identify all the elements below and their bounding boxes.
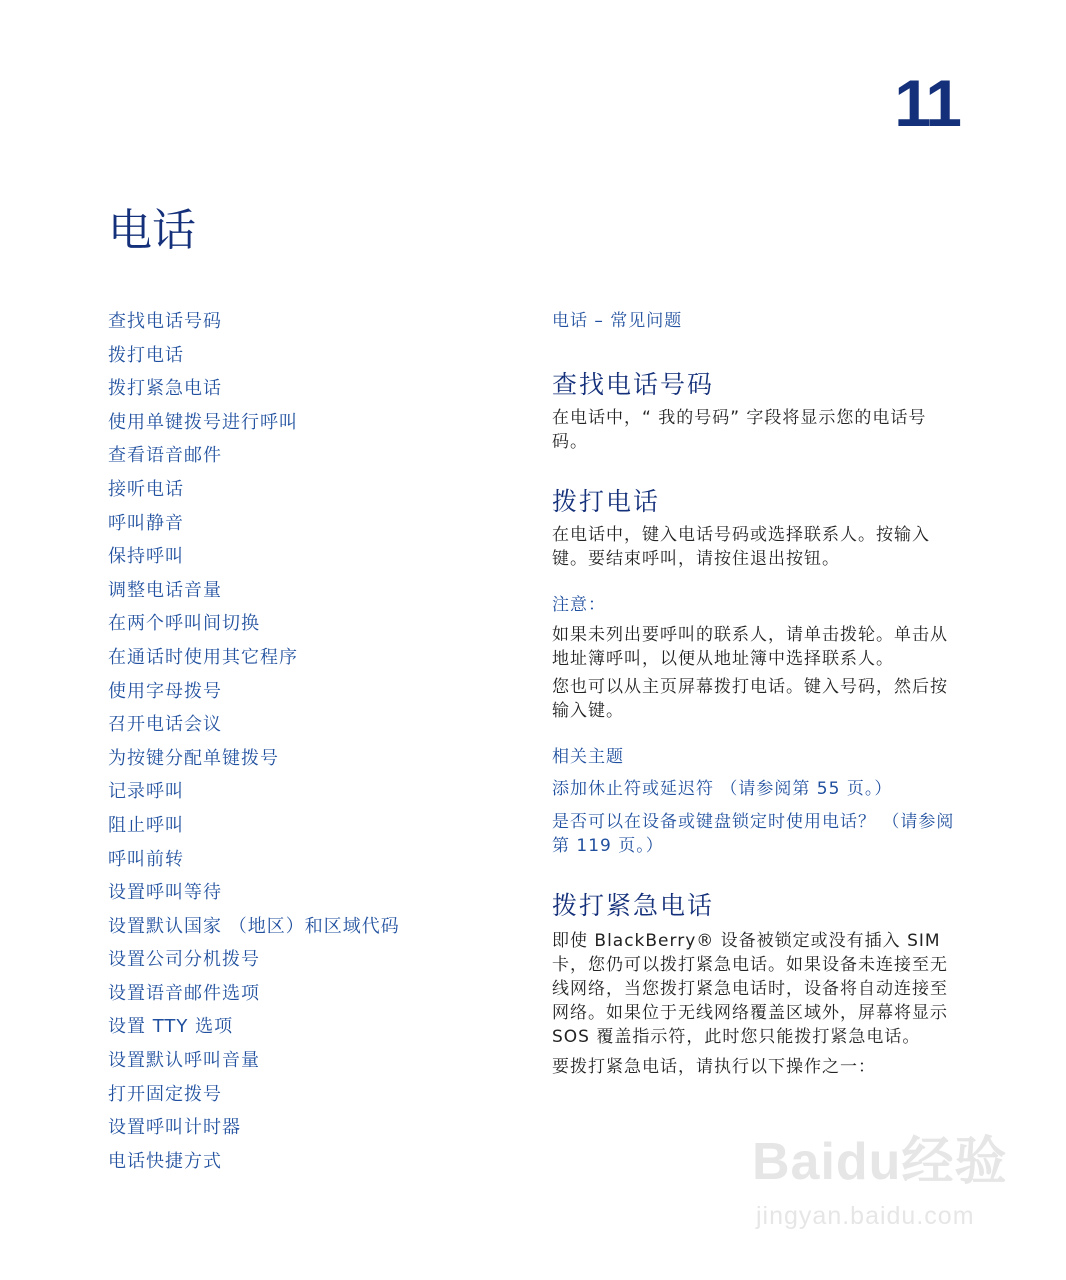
watermark-logo: Baidu经验 [752,1133,1008,1191]
toc-link[interactable]: 拨打紧急电话 [108,378,222,400]
toc-link[interactable]: 设置默认呼叫音量 [108,1050,260,1072]
toc-link[interactable]: 呼叫静音 [108,512,184,534]
toc-link[interactable]: 呼叫前转 [108,848,184,870]
toc-link[interactable]: 设置语音邮件选项 [108,982,260,1004]
faq-link[interactable]: 电话 – 常见问题 [552,311,683,331]
toc-link[interactable]: 使用单键拨号进行呼叫 [108,411,298,433]
note-paragraph: 如果未列出要呼叫的联系人，请单击拨轮。单击从地址簿呼叫，以便从地址簿中选择联系人。 [552,625,948,669]
toc-link[interactable]: 在两个呼叫间切换 [108,613,260,635]
watermark-url: jingyan.baidu.com [756,1202,975,1230]
toc-link[interactable]: 召开电话会议 [108,714,222,736]
toc-link[interactable]: 设置 TTY 选项 [108,1016,234,1038]
section-title-find-number: 查找电话号码 [552,370,715,399]
section-title-make-call: 拨打电话 [552,487,661,516]
related-topic-link[interactable]: 添加休止符或延迟符 （请参阅第 55 页。） [552,779,893,799]
section-body-emergency-call: 即使 BlackBerry® 设备被锁定或没有插入 SIM 卡，您仍可以拨打紧急电话。如果设备未连接至无线网络，当您拨打紧急电话时，设备将自动连接至网络。如果位于无线网络覆盖区域外，屏幕将显示 SOS 覆盖指示符，此时您只能拨打紧急电话。 [552,931,948,1047]
section-title-emergency-call: 拨打紧急电话 [552,891,715,920]
toc-link[interactable]: 接听电话 [108,478,184,500]
toc-link[interactable]: 查找电话号码 [108,311,222,332]
section-body-make-call: 在电话中，键入电话号码或选择联系人。按输入键。要结束呼叫，请按住退出按钮。 [552,525,930,569]
toc-list [108,309,400,1182]
note-paragraph: 您也可以从主页屏幕拨打电话。键入号码，然后按输入键。 [552,677,948,721]
toc-link[interactable]: 拨打电话 [108,344,184,366]
toc-link[interactable]: 设置呼叫计时器 [108,1117,241,1139]
note-label: 注意： [552,595,606,615]
toc-link[interactable]: 电话快捷方式 [108,1150,222,1172]
toc-link[interactable]: 调整电话音量 [108,579,222,601]
toc-link[interactable]: 设置呼叫等待 [108,882,222,904]
toc-link[interactable]: 设置默认国家 （地区）和区域代码 [108,915,400,937]
related-topics-label: 相关主题 [552,747,624,767]
chapter-title: 电话 [108,205,196,256]
toc-link[interactable]: 在通话时使用其它程序 [108,646,298,668]
baidu-watermark [752,1133,1012,1246]
toc-link[interactable]: 设置公司分机拨号 [108,949,260,971]
toc-link[interactable]: 为按键分配单键拨号 [108,747,279,769]
toc-link[interactable]: 阻止呼叫 [108,814,184,836]
toc-link[interactable]: 查看语音邮件 [108,445,222,467]
chapter-number: 11 [894,66,960,140]
related-topic-link[interactable]: 是否可以在设备或键盘锁定时使用电话？ （请参阅第 119 页。） [552,812,955,856]
content-column [552,308,962,1079]
toc-link[interactable]: 保持呼叫 [108,546,184,568]
section-body-find-number: 在电话中，“ 我的号码” 字段将显示您的电话号码。 [552,408,927,452]
section-body-emergency-call: 要拨打紧急电话，请执行以下操作之一： [552,1057,876,1077]
toc-link[interactable]: 打开固定拨号 [108,1083,222,1105]
toc-link[interactable]: 记录呼叫 [108,781,184,803]
toc-link[interactable]: 使用字母拨号 [108,680,222,702]
